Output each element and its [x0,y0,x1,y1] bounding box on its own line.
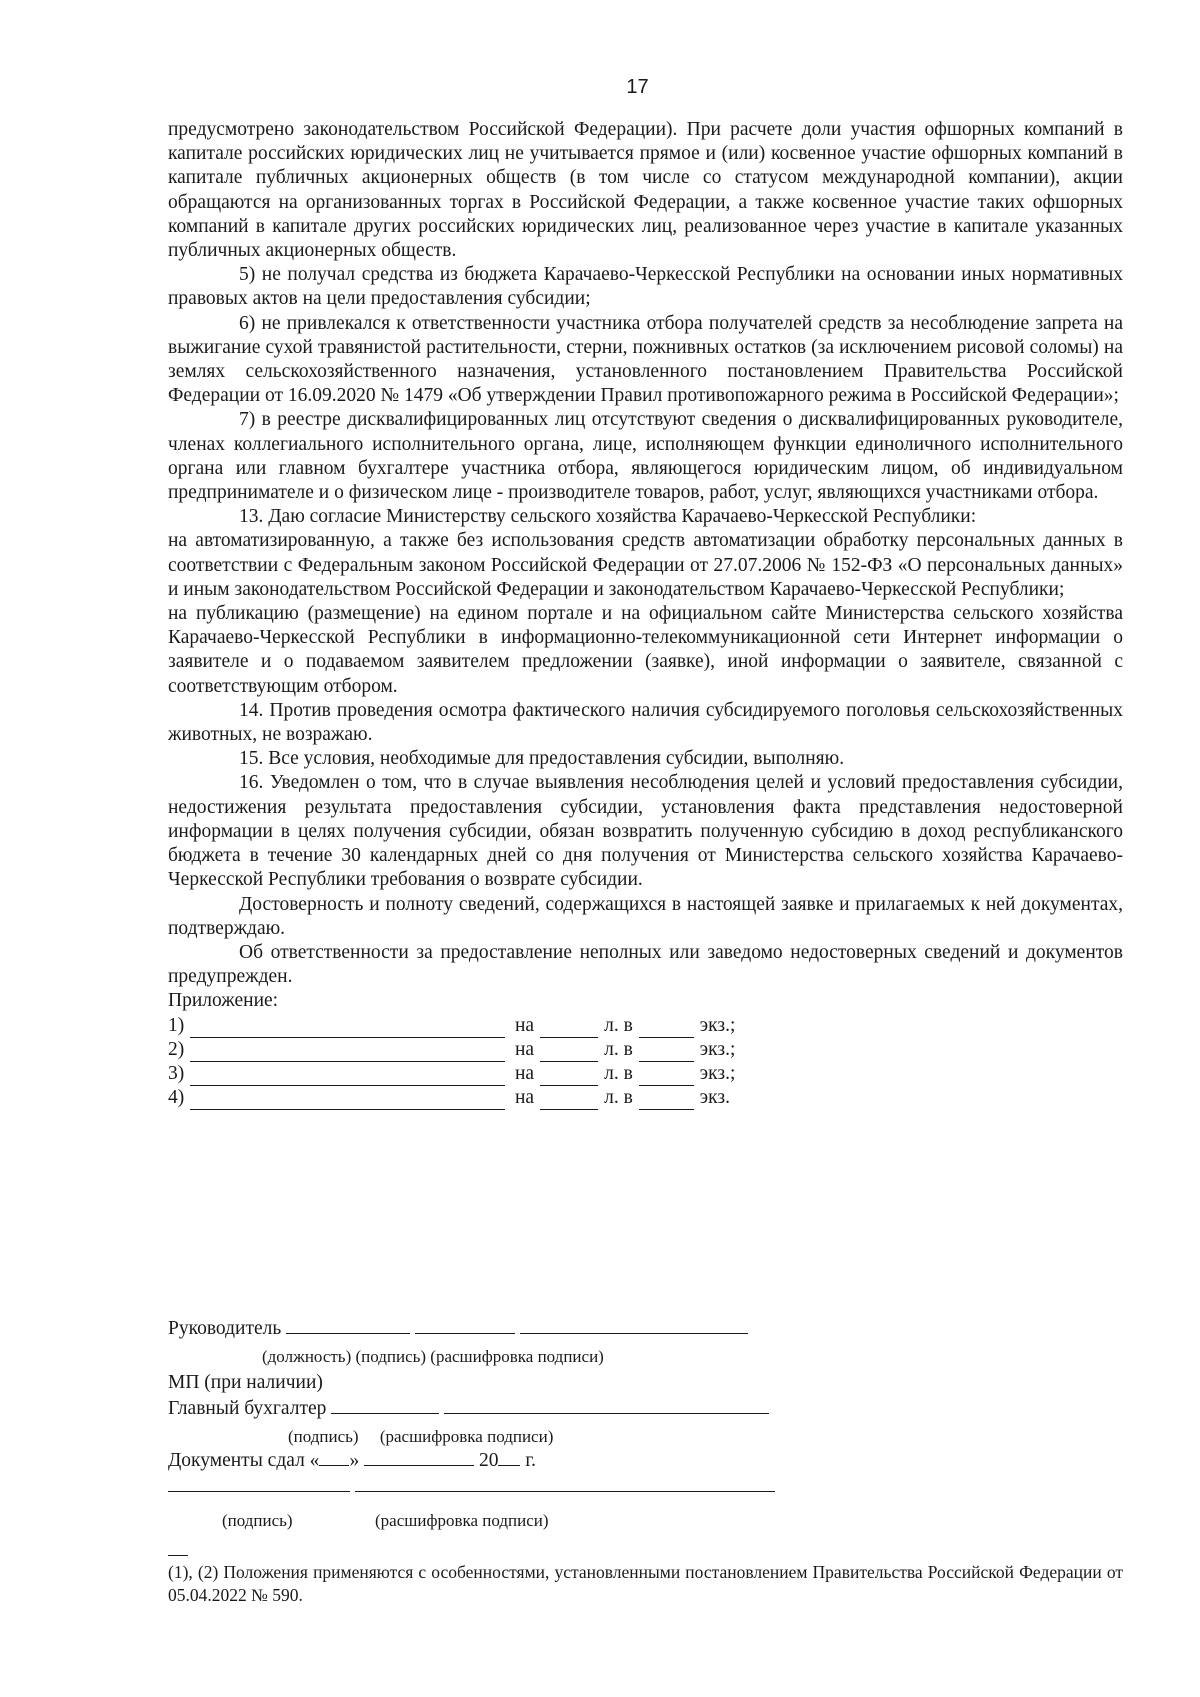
paragraph-consent-processing: на автоматизированную, а также без использования средств автоматизации обработку персональных данных в соответствии с Федеральным законом Российской Федерации от 27.07.2006 № 152-ФЗ «О персональных данных» и иным законодательством Российской Федерации и законодательством Карачаево-Черкесской Республики; [168,530,1123,600]
sheets-count-field[interactable] [540,1092,598,1110]
attachment-section [168,989,1123,1110]
submitted-year-field[interactable] [498,1448,520,1466]
submitted-month-field[interactable] [364,1448,474,1466]
attachment-label: Приложение: [168,990,279,1012]
document-body [168,118,1123,1110]
attachment-row: 2) на л. в экз.; [168,1038,1123,1062]
submitted-label: Документы сдал « [168,1450,320,1471]
attachment-name-field[interactable] [190,1044,505,1062]
final-caption-decode: (расшифровка подписи) [375,1511,549,1530]
seal-label: МП (при наличии) [168,1372,323,1393]
sheets-count-field[interactable] [540,1068,598,1086]
head-label: Руководитель [168,1318,282,1339]
accountant-name-field[interactable] [444,1396,769,1414]
copies-count-field[interactable] [639,1092,694,1110]
submitted-line: Документы сдал « » 20 г. [168,1450,536,1471]
paragraph-item-16: 16. Уведомлен о том, что в случае выявления несоблюдения целей и условий предоставления субсидии, недостижения результата предоставления субсидии, установления факта представления недостоверной информации в целях получения субсидии, обязан возвратить полученную субсидию в доход республиканского бюджета в течение 30 календарных дней со дня получения от Министерства сельского хозяйства Карачаево-Черкесской Республики требования о возврате субсидии. [168,772,1123,891]
page-number: 17 [626,76,649,98]
final-name-field[interactable] [355,1474,775,1492]
final-signature-line [168,1474,775,1499]
paragraph-responsibility: Об ответственности за предоставление неполных или заведомо недостоверных сведений и документов предупрежден. [168,941,1123,988]
accountant-caption: (подпись) (расшифровка подписи) [288,1427,554,1446]
submitted-day-field[interactable] [319,1448,349,1466]
paragraph-accuracy: Достоверность и полноту сведений, содержащихся в настоящей заявке и прилагаемых к ней документах, подтверждаю. [168,893,1123,939]
paragraph-item-13: 13. Даю согласие Министерству сельского хозяйства Карачаево-Черкесской Республики: [239,506,977,528]
attachment-row: 3) на л. в экз.; [168,1062,1123,1086]
final-signature-field[interactable] [168,1474,350,1492]
accountant-label: Главный бухгалтер [168,1398,327,1419]
attachment-row: 4) на л. в экз. [168,1086,1123,1110]
sheets-count-field[interactable] [540,1020,598,1038]
paragraph-item-5: 5) не получал средства из бюджета Карачаево-Черкесской Республики на основании иных нормативных правовых актов на цели предоставления субсидии; [168,264,1123,310]
attachment-row: 1) на л. в экз.; [168,1014,1123,1038]
footnote: (1), (2) Положения применяются с особенностями, установленными постановлением Правительства Российской Федерации от 05.04.2022 № 590. [168,1562,1123,1605]
sheets-count-field[interactable] [540,1044,598,1062]
head-signature-line [168,1316,748,1341]
attachment-name-field[interactable] [190,1020,505,1038]
copies-count-field[interactable] [639,1044,694,1062]
accountant-signature-field[interactable] [331,1396,439,1414]
copies-count-field[interactable] [639,1068,694,1086]
copies-count-field[interactable] [639,1020,694,1038]
paragraph-item-14: 14. Против проведения осмотра фактического наличия субсидируемого поголовья сельскохозяйственных животных, не возражаю. [168,699,1123,746]
paragraph-item-6: 6) не привлекался к ответственности участника отбора получателей средств за несоблюдение запрета на выжигание сухой травянистой растительности, стерни, пожнивных остатков (за исключением рисовой соломы) на землях сельскохозяйственного назначения, установленного постановлением Правительства Российской Федерации от 16.09.2020 № 1479 «Об утверждении Правил противопожарного режима в Российской Федерации»; [168,312,1123,407]
paragraph-item-7: 7) в реестре дисквалифицированных лиц отсутствуют сведения о дисквалифицированных руководителе, членах коллегиального исполнительного органа, лице, исполняющем функции единоличного исполнительного органа или главном бухгалтере участника отбора, являющегося юридическим лицом, об индивидуальном предпринимателе и о физическом лице - производителе товаров, работ, услуг, являющихся участниками отбора. [168,409,1123,504]
attachment-name-field[interactable] [190,1092,505,1110]
paragraph-item-15: 15. Все условия, необходимые для предоставления субсидии, выполняю. [239,748,845,770]
accountant-signature-line [168,1396,769,1421]
footnote-separator [168,1555,188,1556]
head-caption: (должность) (подпись) (расшифровка подписи) [262,1347,604,1366]
paragraph-offshore: предусмотрено законодательством Российской Федерации). При расчете доли участия офшорных компаний в капитале российских юридических лиц не учитывается прямое и (или) косвенное участие офшорных компаний в капитале публичных акционерных обществ (в том числе со статусом международной компании), акции обращаются на организованных торгах в Российской Федерации, а также косвенное участие таких офшорных компаний в капитале других российских юридических лиц, реализованное через участие в капитале указанных публичных акционерных обществ. [168,119,1123,262]
head-position-field[interactable] [286,1316,410,1334]
head-signature-field[interactable] [415,1316,515,1334]
final-caption-sign: (подпись) [222,1511,293,1530]
paragraph-consent-publication: на публикацию (размещение) на едином портале и на официальном сайте Министерства сельского хозяйства Карачаево-Черкесской Республики в информационно-телекоммуникационной сети Интернет информации о заявителе и о подаваемом заявителем предложении (заявке), иной информации о заявителе, связанной с соответствующим отбором. [168,603,1123,697]
head-name-field[interactable] [520,1316,748,1334]
attachment-name-field[interactable] [190,1068,505,1086]
